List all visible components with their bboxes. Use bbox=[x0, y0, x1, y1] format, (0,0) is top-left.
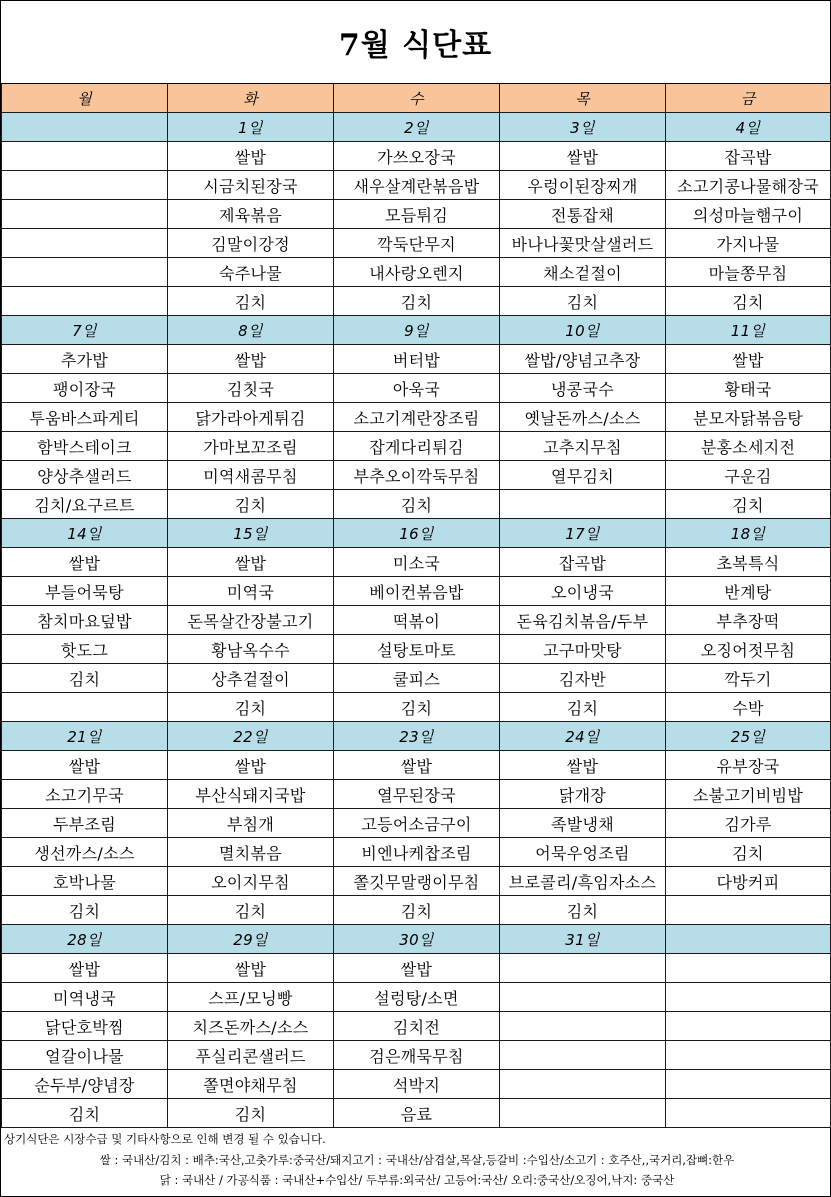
menu-cell bbox=[666, 1070, 831, 1099]
menu-cell: 쌀밥 bbox=[168, 142, 334, 171]
menu-cell: 버터밥 bbox=[334, 345, 500, 374]
menu-cell: 깍둑단무지 bbox=[334, 229, 500, 258]
menu-cell: 설렁탕/소면 bbox=[334, 983, 500, 1012]
date-cell: 2일 bbox=[334, 113, 500, 142]
weekday-mon: 월 bbox=[2, 84, 168, 113]
menu-cell: 오징어젓무침 bbox=[666, 635, 831, 664]
menu-cell bbox=[500, 490, 666, 519]
menu-cell: 가쓰오장국 bbox=[334, 142, 500, 171]
menu-cell: 숙주나물 bbox=[168, 258, 334, 287]
menu-cell: 구운김 bbox=[666, 461, 831, 490]
menu-cell: 김치 bbox=[2, 1099, 168, 1128]
menu-cell: 부들어묵탕 bbox=[2, 577, 168, 606]
menu-cell: 쌀밥 bbox=[2, 548, 168, 577]
menu-cell: 양상추샐러드 bbox=[2, 461, 168, 490]
menu-cell: 쌀밥 bbox=[168, 345, 334, 374]
date-row bbox=[2, 113, 831, 142]
menu-cell: 쿨피스 bbox=[334, 664, 500, 693]
menu-cell bbox=[666, 954, 831, 983]
menu-row bbox=[2, 664, 831, 693]
menu-cell: 쫄깃무말랭이무침 bbox=[334, 867, 500, 896]
menu-cell bbox=[500, 1070, 666, 1099]
menu-cell: 깍두기 bbox=[666, 664, 831, 693]
menu-cell: 황태국 bbox=[666, 374, 831, 403]
date-cell: 31일 bbox=[500, 925, 666, 954]
menu-cell: 김치 bbox=[334, 693, 500, 722]
weekday-tue: 화 bbox=[168, 84, 334, 113]
menu-row bbox=[2, 635, 831, 664]
menu-cell: 시금치된장국 bbox=[168, 171, 334, 200]
menu-cell: 김치 bbox=[168, 693, 334, 722]
date-cell: 11일 bbox=[666, 316, 831, 345]
menu-cell: 소고기콩나물해장국 bbox=[666, 171, 831, 200]
menu-row bbox=[2, 461, 831, 490]
menu-cell: 추가밥 bbox=[2, 345, 168, 374]
menu-cell: 오이지무침 bbox=[168, 867, 334, 896]
date-row bbox=[2, 722, 831, 751]
date-cell: 30일 bbox=[334, 925, 500, 954]
menu-row bbox=[2, 200, 831, 229]
menu-cell: 핫도그 bbox=[2, 635, 168, 664]
menu-cell: 잡게다리튀김 bbox=[334, 432, 500, 461]
menu-cell: 두부조림 bbox=[2, 809, 168, 838]
menu-row bbox=[2, 896, 831, 925]
menu-cell: 김치 bbox=[334, 896, 500, 925]
menu-cell: 의성마늘햄구이 bbox=[666, 200, 831, 229]
menu-cell: 가지나물 bbox=[666, 229, 831, 258]
menu-cell: 김가루 bbox=[666, 809, 831, 838]
menu-cell: 치즈돈까스/소스 bbox=[168, 1012, 334, 1041]
menu-cell: 아욱국 bbox=[334, 374, 500, 403]
menu-cell: 제육볶음 bbox=[168, 200, 334, 229]
menu-cell: 설탕토마토 bbox=[334, 635, 500, 664]
date-cell: 15일 bbox=[168, 519, 334, 548]
menu-cell: 김치 bbox=[666, 287, 831, 316]
menu-cell: 호박나물 bbox=[2, 867, 168, 896]
menu-cell: 스프/모닝빵 bbox=[168, 983, 334, 1012]
menu-cell: 분홍소세지전 bbox=[666, 432, 831, 461]
menu-cell: 푸실리콘샐러드 bbox=[168, 1041, 334, 1070]
date-cell: 8일 bbox=[168, 316, 334, 345]
menu-cell: 족발냉채 bbox=[500, 809, 666, 838]
date-cell: 29일 bbox=[168, 925, 334, 954]
menu-cell: 열무김치 bbox=[500, 461, 666, 490]
menu-cell: 부산식돼지국밥 bbox=[168, 780, 334, 809]
menu-row bbox=[2, 345, 831, 374]
menu-row bbox=[2, 374, 831, 403]
date-row bbox=[2, 519, 831, 548]
menu-cell: 유부장국 bbox=[666, 751, 831, 780]
date-cell: 21일 bbox=[2, 722, 168, 751]
menu-row bbox=[2, 780, 831, 809]
menu-cell: 김치 bbox=[500, 287, 666, 316]
menu-cell: 반계탕 bbox=[666, 577, 831, 606]
menu-cell bbox=[2, 171, 168, 200]
origin-line-1: 쌀 : 국내산/김치 : 배추:국산,고춧가루:중국산/돼지고기 : 국내산/삼겹살,목살,등갈비 :수입산/소고기 : 호주산,,국거리,잡뼈:한우 bbox=[99, 1153, 735, 1167]
menu-cell: 참치마요덮밥 bbox=[2, 606, 168, 635]
menu-cell: 김치 bbox=[168, 896, 334, 925]
menu-row bbox=[2, 403, 831, 432]
menu-cell: 돈육김치볶음/두부 bbox=[500, 606, 666, 635]
date-cell: 3일 bbox=[500, 113, 666, 142]
menu-cell: 김치 bbox=[666, 838, 831, 867]
menu-cell: 비엔나케찹조림 bbox=[334, 838, 500, 867]
menu-cell: 쌀밥 bbox=[500, 751, 666, 780]
menu-cell: 김칫국 bbox=[168, 374, 334, 403]
menu-cell: 열무된장국 bbox=[334, 780, 500, 809]
menu-cell: 쌀밥 bbox=[334, 954, 500, 983]
menu-cell: 새우살계란볶음밥 bbox=[334, 171, 500, 200]
date-row bbox=[2, 316, 831, 345]
menu-row bbox=[2, 490, 831, 519]
menu-cell: 김치 bbox=[334, 287, 500, 316]
menu-cell: 쌀밥 bbox=[500, 142, 666, 171]
date-cell bbox=[2, 113, 168, 142]
menu-cell: 음료 bbox=[334, 1099, 500, 1128]
menu-row bbox=[2, 838, 831, 867]
menu-row bbox=[2, 1099, 831, 1128]
date-cell: 4일 bbox=[666, 113, 831, 142]
menu-cell: 돈목살간장불고기 bbox=[168, 606, 334, 635]
date-cell: 14일 bbox=[2, 519, 168, 548]
date-cell: 10일 bbox=[500, 316, 666, 345]
menu-cell bbox=[2, 142, 168, 171]
menu-cell bbox=[500, 1012, 666, 1041]
menu-cell: 김치 bbox=[2, 896, 168, 925]
menu-cell: 멸치볶음 bbox=[168, 838, 334, 867]
menu-cell bbox=[2, 229, 168, 258]
menu-cell: 김치 bbox=[168, 490, 334, 519]
menu-row bbox=[2, 983, 831, 1012]
menu-cell bbox=[500, 954, 666, 983]
menu-cell: 부추오이깍둑무침 bbox=[334, 461, 500, 490]
menu-cell: 고구마맛탕 bbox=[500, 635, 666, 664]
menu-row bbox=[2, 809, 831, 838]
menu-row bbox=[2, 258, 831, 287]
menu-cell: 어묵우엉조림 bbox=[500, 838, 666, 867]
menu-cell: 쌀밥 bbox=[334, 751, 500, 780]
menu-cell: 마늘쫑무침 bbox=[666, 258, 831, 287]
menu-row bbox=[2, 751, 831, 780]
menu-cell bbox=[666, 983, 831, 1012]
menu-cell: 부침개 bbox=[168, 809, 334, 838]
date-cell: 16일 bbox=[334, 519, 500, 548]
menu-cell: 잡곡밥 bbox=[666, 142, 831, 171]
date-cell: 17일 bbox=[500, 519, 666, 548]
menu-cell: 잡곡밥 bbox=[500, 548, 666, 577]
date-cell: 23일 bbox=[334, 722, 500, 751]
menu-cell: 쫄면야채무침 bbox=[168, 1070, 334, 1099]
menu-cell: 채소겉절이 bbox=[500, 258, 666, 287]
menu-cell: 검은깨묵무침 bbox=[334, 1041, 500, 1070]
menu-cell: 김말이강정 bbox=[168, 229, 334, 258]
menu-cell: 쌀밥 bbox=[168, 548, 334, 577]
menu-cell: 내사랑오렌지 bbox=[334, 258, 500, 287]
date-cell: 24일 bbox=[500, 722, 666, 751]
menu-cell: 김치전 bbox=[334, 1012, 500, 1041]
date-cell bbox=[666, 925, 831, 954]
menu-cell: 쌀밥 bbox=[168, 954, 334, 983]
menu-cell: 김자반 bbox=[500, 664, 666, 693]
date-cell: 9일 bbox=[334, 316, 500, 345]
menu-cell: 모듬튀김 bbox=[334, 200, 500, 229]
weekday-header-row bbox=[2, 84, 831, 113]
origin-line-2: 닭 : 국내산 / 가공식품 : 국내산+수입산/ 두부류:외국산/ 고등어:국산/ 오리:중국산/오징어,낙지: 중국산 bbox=[159, 1173, 675, 1187]
menu-cell: 미역냉국 bbox=[2, 983, 168, 1012]
menu-cell: 다방커피 bbox=[666, 867, 831, 896]
date-cell: 22일 bbox=[168, 722, 334, 751]
menu-cell: 김치 bbox=[500, 693, 666, 722]
menu-cell: 닭개장 bbox=[500, 780, 666, 809]
menu-row bbox=[2, 142, 831, 171]
menu-cell: 김치 bbox=[168, 287, 334, 316]
menu-row bbox=[2, 1012, 831, 1041]
menu-row bbox=[2, 867, 831, 896]
menu-cell: 브로콜리/흑임자소스 bbox=[500, 867, 666, 896]
date-cell: 28일 bbox=[2, 925, 168, 954]
date-row bbox=[2, 925, 831, 954]
menu-cell: 냉콩국수 bbox=[500, 374, 666, 403]
menu-row bbox=[2, 954, 831, 983]
weekday-fri: 금 bbox=[666, 84, 831, 113]
menu-cell: 미소국 bbox=[334, 548, 500, 577]
menu-row bbox=[2, 1041, 831, 1070]
menu-cell bbox=[2, 258, 168, 287]
date-cell: 1일 bbox=[168, 113, 334, 142]
menu-cell: 김치 bbox=[2, 664, 168, 693]
menu-cell: 닭가라아게튀김 bbox=[168, 403, 334, 432]
menu-cell: 얼갈이나물 bbox=[2, 1041, 168, 1070]
menu-cell: 초복특식 bbox=[666, 548, 831, 577]
menu-row bbox=[2, 577, 831, 606]
menu-row bbox=[2, 171, 831, 200]
menu-row bbox=[2, 693, 831, 722]
menu-cell: 상추겉절이 bbox=[168, 664, 334, 693]
menu-cell: 떡볶이 bbox=[334, 606, 500, 635]
notes-section bbox=[1, 1128, 830, 1190]
menu-cell: 생선까스/소스 bbox=[2, 838, 168, 867]
date-cell: 25일 bbox=[666, 722, 831, 751]
menu-cell: 김치 bbox=[500, 896, 666, 925]
menu-cell: 전통잡채 bbox=[500, 200, 666, 229]
date-cell: 18일 bbox=[666, 519, 831, 548]
menu-cell: 베이컨볶음밥 bbox=[334, 577, 500, 606]
page-title: 7월 식단표 bbox=[338, 28, 493, 63]
menu-cell: 우렁이된장찌개 bbox=[500, 171, 666, 200]
menu-cell: 순두부/양념장 bbox=[2, 1070, 168, 1099]
menu-cell: 김치 bbox=[168, 1099, 334, 1128]
menu-cell: 미역새콤무침 bbox=[168, 461, 334, 490]
menu-cell: 투움바스파게티 bbox=[2, 403, 168, 432]
change-notice: 상기식단은 시장수급 및 기타사항으로 인해 변경 될 수 있습니다. bbox=[4, 1132, 326, 1146]
menu-cell bbox=[2, 287, 168, 316]
menu-cell bbox=[2, 693, 168, 722]
menu-cell: 쌀밥 bbox=[666, 345, 831, 374]
menu-cell: 소고기무국 bbox=[2, 780, 168, 809]
menu-cell: 오이냉국 bbox=[500, 577, 666, 606]
menu-row bbox=[2, 606, 831, 635]
menu-cell: 김치 bbox=[666, 490, 831, 519]
menu-row bbox=[2, 432, 831, 461]
menu-cell bbox=[500, 1041, 666, 1070]
menu-cell: 소고기계란장조림 bbox=[334, 403, 500, 432]
menu-cell: 김치 bbox=[334, 490, 500, 519]
menu-cell: 김치/요구르트 bbox=[2, 490, 168, 519]
menu-cell bbox=[666, 1012, 831, 1041]
menu-cell: 미역국 bbox=[168, 577, 334, 606]
menu-cell: 고추지무침 bbox=[500, 432, 666, 461]
menu-cell: 쌀밥 bbox=[2, 751, 168, 780]
menu-cell: 팽이장국 bbox=[2, 374, 168, 403]
menu-cell bbox=[2, 200, 168, 229]
menu-cell: 옛날돈까스/소스 bbox=[500, 403, 666, 432]
menu-cell: 부추장떡 bbox=[666, 606, 831, 635]
menu-cell bbox=[666, 1099, 831, 1128]
menu-cell: 바나나꽃맛살샐러드 bbox=[500, 229, 666, 258]
menu-row bbox=[2, 229, 831, 258]
weekday-wed: 수 bbox=[334, 84, 500, 113]
weekday-thu: 목 bbox=[500, 84, 666, 113]
menu-cell bbox=[666, 1041, 831, 1070]
menu-cell: 가마보꼬조림 bbox=[168, 432, 334, 461]
menu-cell bbox=[500, 983, 666, 1012]
date-cell: 7일 bbox=[2, 316, 168, 345]
menu-row bbox=[2, 287, 831, 316]
menu-row bbox=[2, 1070, 831, 1099]
menu-row bbox=[2, 548, 831, 577]
menu-cell bbox=[500, 1099, 666, 1128]
menu-cell: 수박 bbox=[666, 693, 831, 722]
menu-cell: 쌀밥 bbox=[168, 751, 334, 780]
menu-cell: 분모자닭볶음탕 bbox=[666, 403, 831, 432]
menu-cell: 소불고기비빔밥 bbox=[666, 780, 831, 809]
menu-cell: 닭단호박찜 bbox=[2, 1012, 168, 1041]
menu-cell: 석박지 bbox=[334, 1070, 500, 1099]
menu-cell: 고등어소금구이 bbox=[334, 809, 500, 838]
menu-cell bbox=[666, 896, 831, 925]
menu-cell: 쌀밥/양념고추장 bbox=[500, 345, 666, 374]
menu-table bbox=[1, 83, 831, 1128]
menu-cell: 황남옥수수 bbox=[168, 635, 334, 664]
menu-cell: 함박스테이크 bbox=[2, 432, 168, 461]
menu-cell: 쌀밥 bbox=[2, 954, 168, 983]
